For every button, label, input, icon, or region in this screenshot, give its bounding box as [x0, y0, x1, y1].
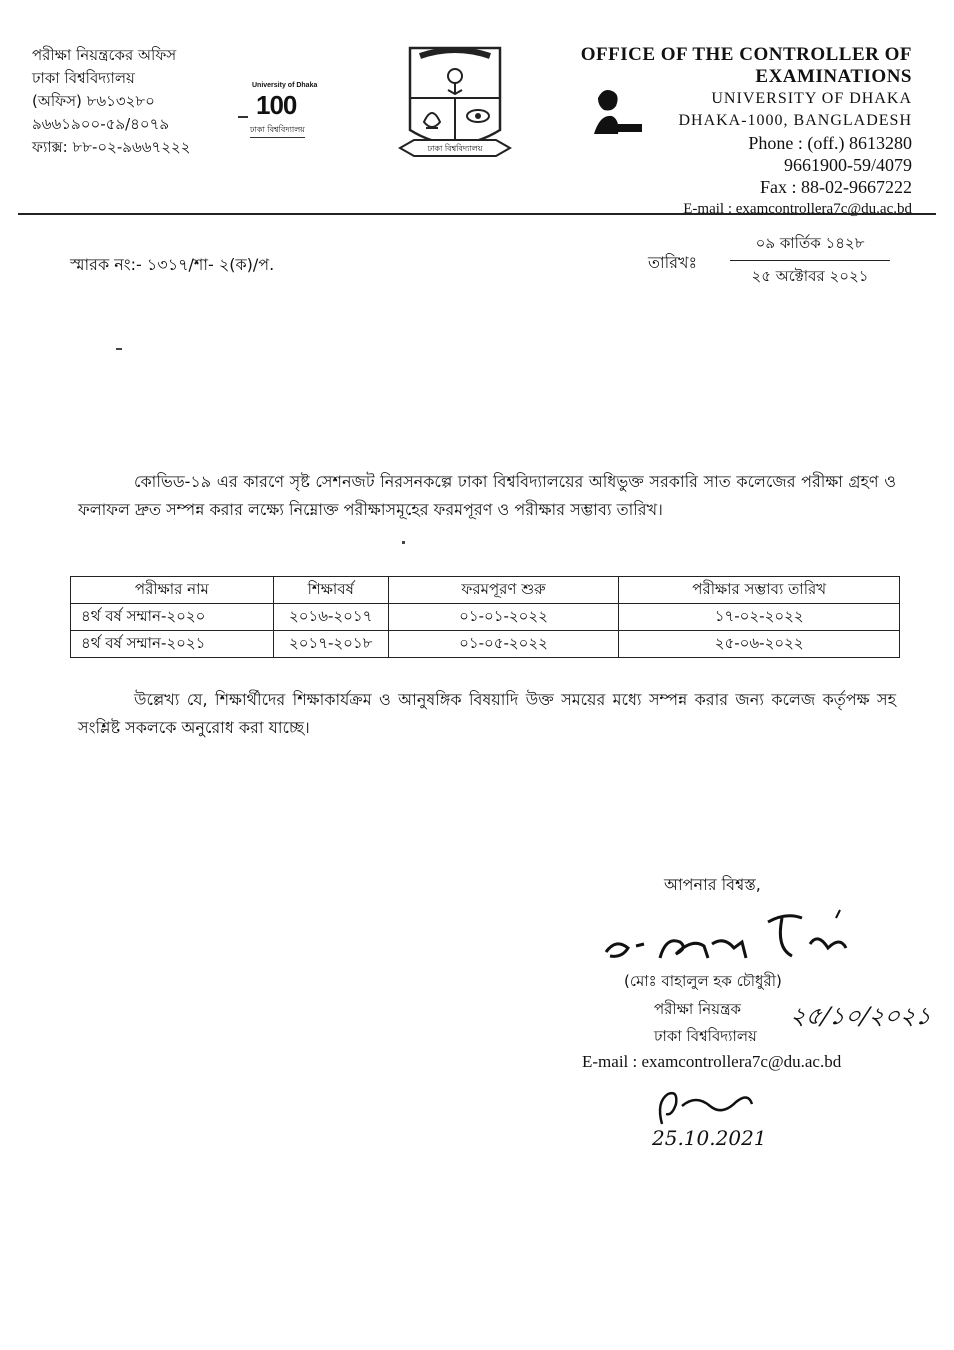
centenary-number: 100 — [256, 90, 297, 120]
centenary-logo — [234, 80, 334, 140]
header-form-fillup-start: ফরমপূরণ শুরু — [388, 577, 619, 604]
cell-session: ২০১৭-২০১৮ — [273, 631, 388, 658]
header-right — [581, 44, 912, 220]
para1-text: কোভিড-১৯ এর কারণে সৃষ্ট সেশনজট নিরসনকল্পে ঢাকা বিশ্ববিদ্যালয়ের অধিভুক্ত সরকারি সাত কলেজের পরীক্ষা গ্রহণ ও ফলাফল দ্রুত সম্পন্ন করার লক্ষ্যে নিম্নোক্ত পরীক্ষাসমূহের ফরমপূরণ ও পরীক্ষার সম্ভাব্য তারিখ। — [78, 472, 896, 519]
cell-exam-name: ৪র্থ বর্ষ সম্মান-২০২০ — [71, 604, 274, 631]
initials-date: 25.10.2021 — [652, 1126, 767, 1150]
date-label: তারিখঃ — [648, 253, 698, 272]
table-row — [71, 631, 900, 658]
header-session: শিক্ষাবর্ষ — [273, 577, 388, 604]
signatory-title: পরীক্ষা নিয়ন্ত্রক — [654, 1000, 741, 1018]
cell-session: ২০১৬-২০১৭ — [273, 604, 388, 631]
header-exam-name: পরীক্ষার নাম — [71, 577, 274, 604]
signatory-name: (মোঃ বাহালুল হক চৌধুরী) — [624, 972, 782, 990]
cell-form-fillup-start: ০১-০৫-২০২২ — [388, 631, 619, 658]
cell-probable-exam-date: ২৫-০৬-২০২২ — [619, 631, 900, 658]
handwritten-sign-date: ২৫/১০/২০২১ — [788, 1002, 934, 1030]
exam-schedule-table — [70, 576, 900, 658]
handwritten-signature — [596, 908, 876, 978]
email-en: E-mail : examcontrollera7c@du.ac.bd — [683, 201, 912, 217]
centenary-bottom-text: ঢাকা বিশ্ববিদ্যালয় — [250, 124, 305, 138]
date-bangla: ০৯ কার্তিক ১৪২৮ — [730, 232, 890, 261]
university-name-en: UNIVERSITY OF DHAKA — [711, 90, 912, 107]
office-name-bn: পরীক্ষা নিয়ন্ত্রকের অফিস — [32, 46, 177, 64]
table-row — [71, 604, 900, 631]
date-box — [730, 232, 890, 290]
signatory-email: E-mail : examcontrollera7c@du.ac.bd — [582, 1052, 842, 1071]
initials-icon — [652, 1084, 762, 1130]
seal-ribbon-text: ঢাকা বিশ্ববিদ্যালয় — [427, 144, 483, 153]
cell-exam-name: ৪র্থ বর্ষ সম্মান-২০২১ — [71, 631, 274, 658]
header-left — [32, 44, 191, 159]
university-seal — [396, 42, 514, 168]
cell-probable-exam-date: ১৭-০২-২০২২ — [619, 604, 900, 631]
stray-dot — [402, 541, 405, 544]
office-title-line2: EXAMINATIONS — [755, 66, 912, 87]
notice-paragraph-2 — [78, 686, 896, 742]
header-probable-exam-date: পরীক্ষার সম্ভাব্য তারিখ — [619, 577, 900, 604]
cell-form-fillup-start: ০১-০১-২০২২ — [388, 604, 619, 631]
initials-signature — [652, 1084, 762, 1130]
signatory-office: ঢাকা বিশ্ববিদ্যালয় — [654, 1027, 757, 1045]
office-phone-bn: (অফিস) ৮৬১৩২৮০ — [32, 92, 155, 110]
para2-text: উল্লেখ্য যে, শিক্ষার্থীদের শিক্ষাকার্যক্রম ও আনুষঙ্গিক বিষয়াদি উক্ত সময়ের মধ্যে সম্পন্ন করার জন্য কলেজ কর্তৃপক্ষ সহ সংশ্লিষ্ট সকলকে অনুরোধ করা যাচ্ছে। — [78, 690, 896, 737]
phone-en: Phone : (off.) 8613280 — [748, 133, 912, 153]
phone2-bn: ৯৬৬১৯০০-৫৯/৪০৭৯ — [32, 115, 170, 133]
phone2-en: 9661900-59/4079 — [784, 155, 912, 175]
stray-mark — [116, 348, 122, 350]
header-divider — [18, 213, 936, 215]
office-title-line1: OFFICE OF THE CONTROLLER OF — [580, 44, 912, 65]
fax-en: Fax : 88-02-9667222 — [760, 177, 912, 197]
university-name-bn: ঢাকা বিশ্ববিদ্যালয় — [32, 69, 135, 87]
notice-paragraph-1 — [78, 468, 896, 524]
centenary-dash — [238, 116, 248, 118]
address-en: DHAKA-1000, BANGLADESH — [678, 112, 912, 129]
table-header-row — [71, 577, 900, 604]
centenary-top-text: University of Dhaka — [252, 82, 318, 89]
memo-reference: স্মারক নং:- ১৩১৭/শা- ২(ক)/প. — [70, 255, 275, 274]
signature-icon — [596, 908, 876, 978]
date-english: ২৫ অক্টোবর ২০২১ — [751, 267, 869, 285]
fax-bn: ফ্যাক্স: ৮৮-০২-৯৬৬৭২২২ — [32, 138, 191, 156]
closing-salutation: আপনার বিশ্বস্ত, — [664, 875, 761, 894]
